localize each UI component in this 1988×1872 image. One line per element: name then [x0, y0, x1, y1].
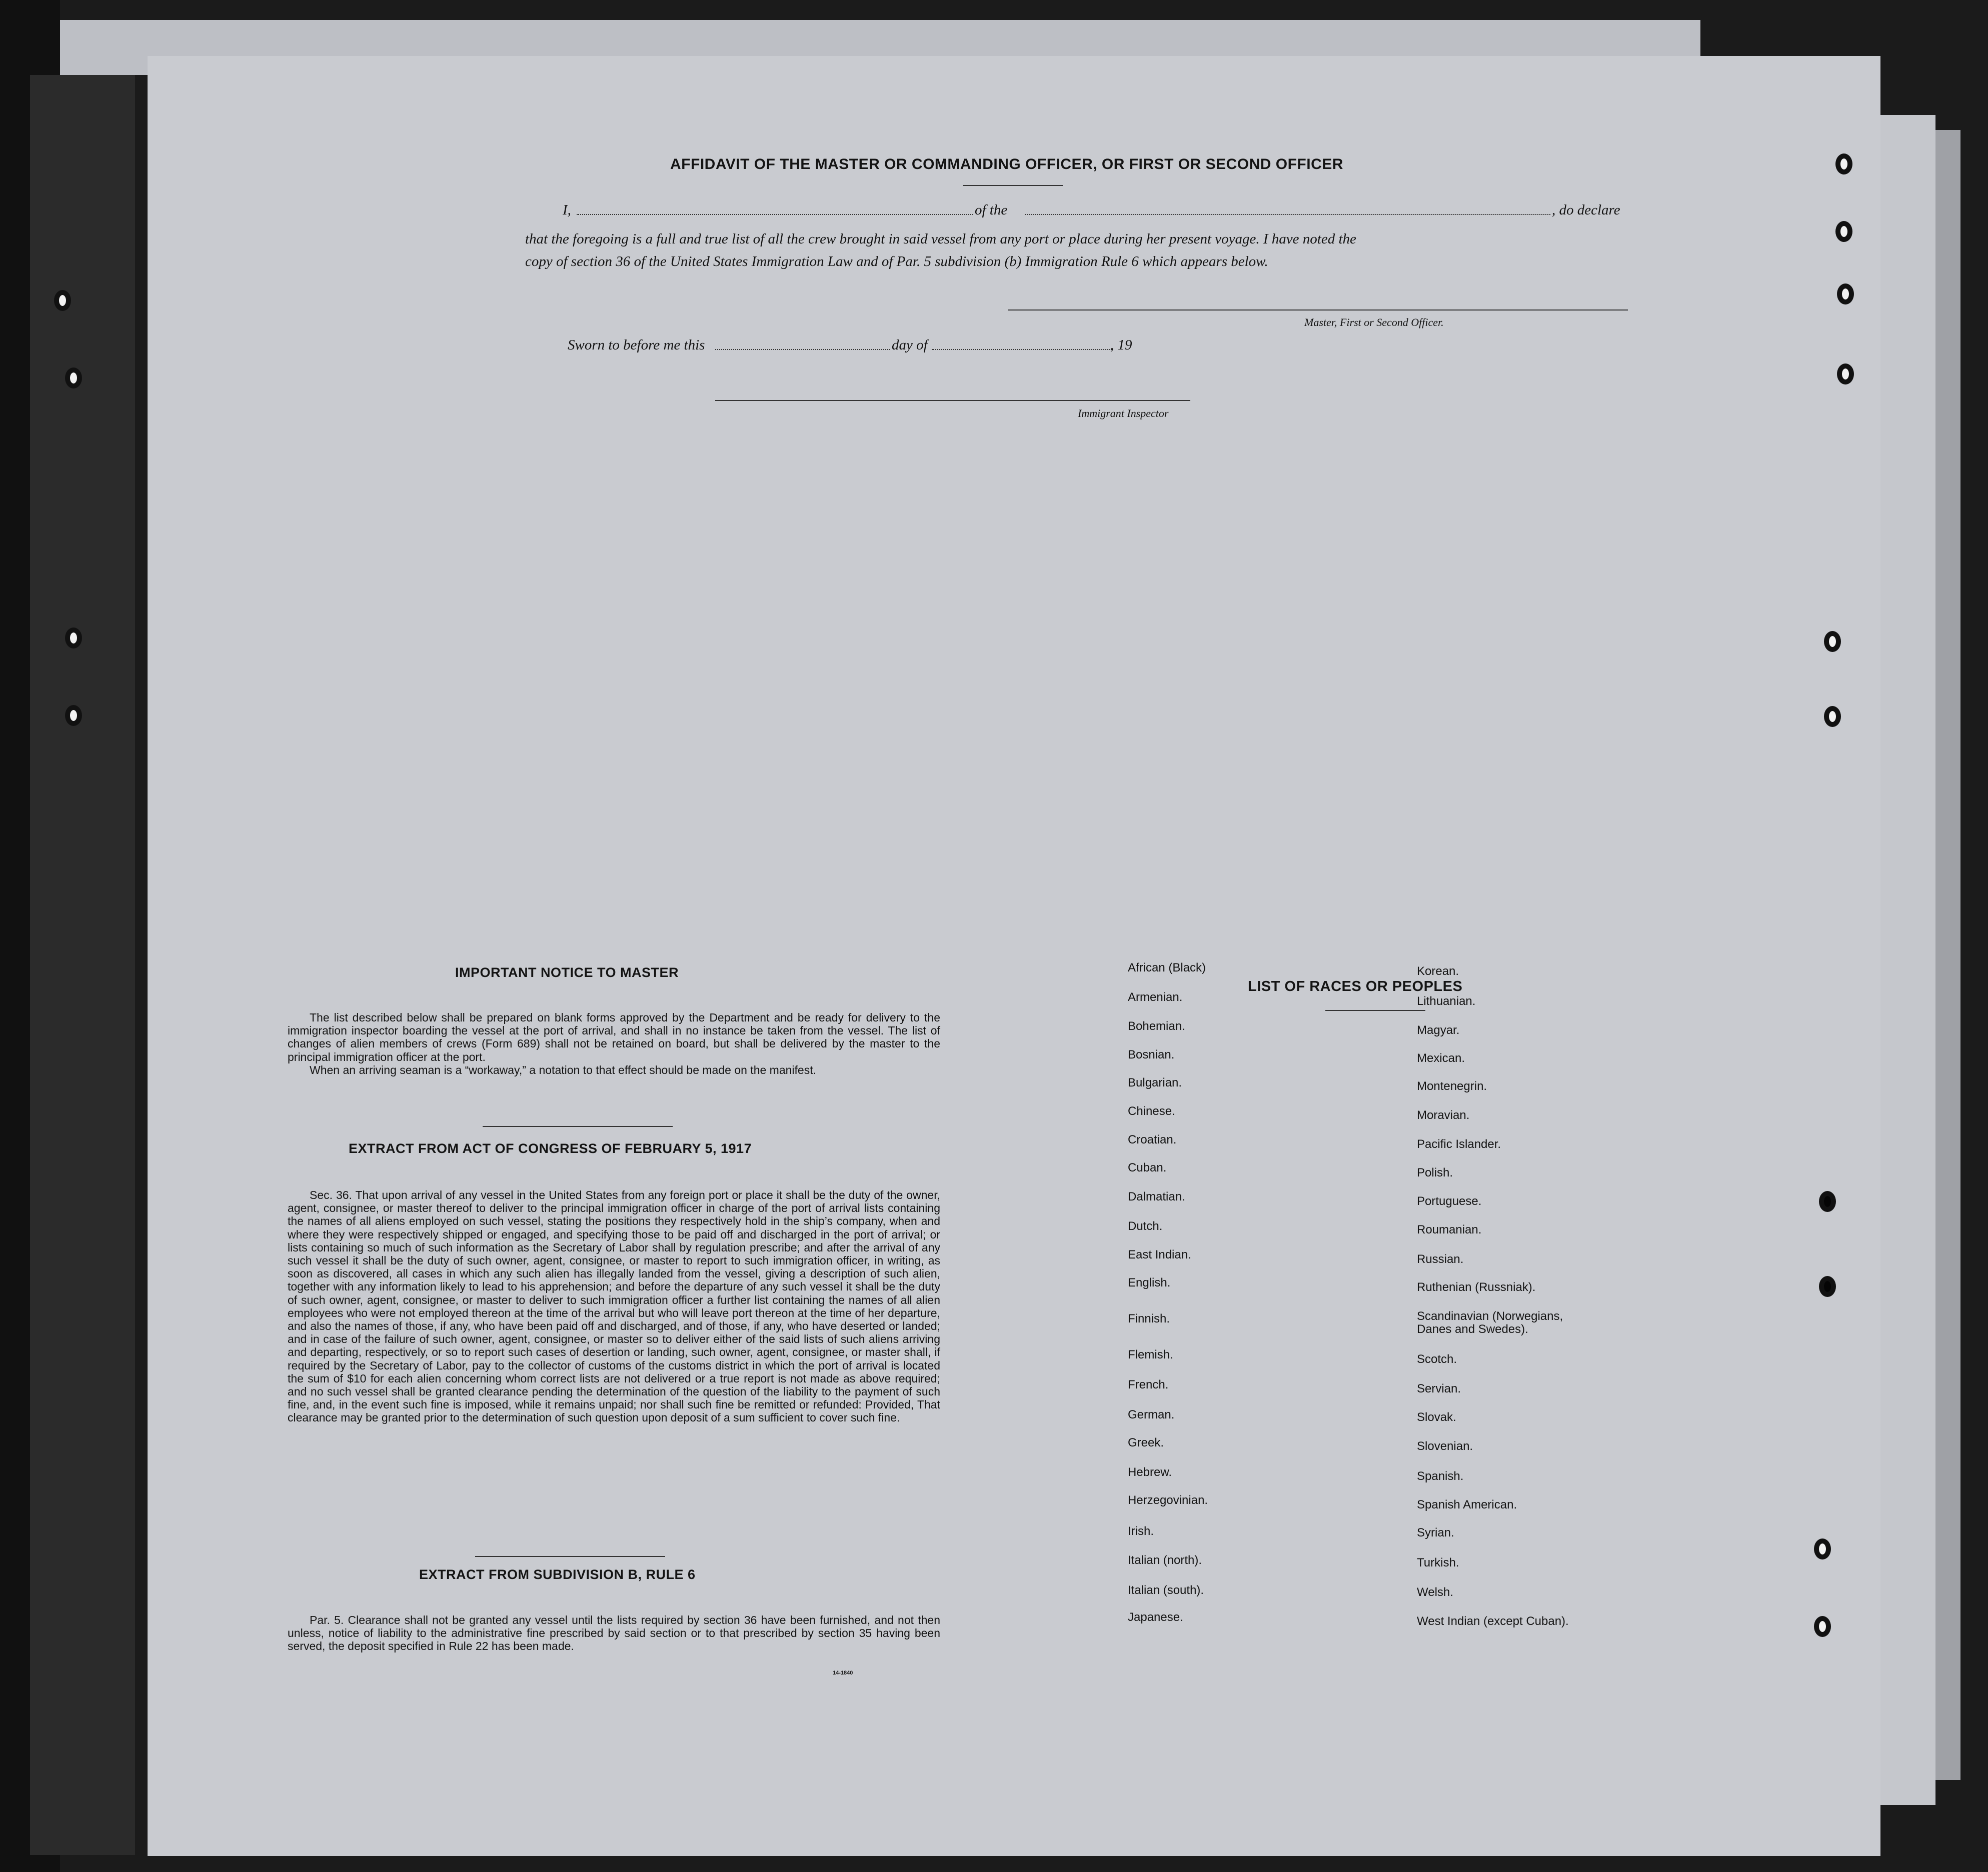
- race-item-right: Turkish.: [1417, 1556, 1459, 1570]
- race-item-left: Bosnian.: [1128, 1048, 1175, 1062]
- race-item-left: Italian (south).: [1128, 1584, 1204, 1597]
- punch-hole-icon: [1819, 1191, 1836, 1212]
- races-title: LIST OF RACES OR PEOPLES: [1248, 978, 1463, 994]
- vessel-name-field[interactable]: [1025, 214, 1550, 215]
- race-item-left: Japanese.: [1128, 1610, 1183, 1624]
- race-item-right: Slovenian.: [1417, 1440, 1473, 1453]
- binding-hole-icon: [65, 628, 82, 648]
- punch-hole-icon: [1837, 284, 1854, 304]
- punch-hole-icon: [1814, 1616, 1831, 1637]
- inspector-signature-line[interactable]: [715, 400, 1190, 401]
- race-item-right: Portuguese.: [1417, 1194, 1482, 1208]
- manifest-page: [148, 56, 1880, 1856]
- punch-hole-icon: [1837, 364, 1854, 384]
- affidavit-line-2: that the foregoing is a full and true list of all the crew brought in said vessel from any port or place during her present voyage. I have noted the: [525, 231, 1356, 247]
- race-item-left: Italian (north).: [1128, 1554, 1202, 1567]
- race-item-right: Magyar.: [1417, 1024, 1460, 1037]
- race-item-right: Scandinavian (Norwegians, Danes and Swedes).: [1417, 1310, 1563, 1336]
- master-name-field[interactable]: [577, 214, 973, 215]
- notice-body: [288, 1011, 940, 1076]
- race-item-right: Scotch.: [1417, 1352, 1457, 1366]
- notice-paragraph-2: When an arriving seaman is a “workaway,” a notation to that effect should be made on the manifest.: [310, 1063, 816, 1076]
- race-item-right: Spanish.: [1417, 1470, 1464, 1483]
- race-item-left: Croatian.: [1128, 1133, 1177, 1146]
- par-5-text: Par. 5. Clearance shall not be granted any vessel until the lists required by section 36 have been furnished, and not then unless, notice of liability to the administrative fine prescribed by said section or to that prescribed by section 35 having been served, the deposit specified in Rule 22 has been made.: [288, 1614, 940, 1653]
- affidavit-of-the-label: of the: [975, 202, 1008, 218]
- race-item-right: Syrian.: [1417, 1526, 1454, 1540]
- race-item-right: Slovak.: [1417, 1410, 1456, 1424]
- race-item-left: Hebrew.: [1128, 1466, 1172, 1479]
- form-number: 14-1840: [833, 1670, 853, 1676]
- race-item-left: Flemish.: [1128, 1348, 1173, 1362]
- race-item-left: Finnish.: [1128, 1312, 1170, 1326]
- punch-hole-icon: [1835, 221, 1852, 242]
- sworn-month-field[interactable]: [932, 349, 1112, 350]
- scan-binding-strip: [30, 75, 135, 1855]
- punch-hole-icon: [1835, 154, 1852, 174]
- master-signature-label: Master, First or Second Officer.: [1304, 316, 1444, 328]
- race-item-left: African (Black): [1128, 961, 1206, 974]
- inspector-label: Immigrant Inspector: [1078, 407, 1169, 420]
- race-item-right: Moravian.: [1417, 1108, 1470, 1122]
- notice-paragraph-1: The list described below shall be prepared on blank forms approved by the Department and be ready for delivery to the immigration inspector boarding the vessel at the port of arrival, and shall in no instance be taken from the vessel. The list of changes of alien members of crews (Form 689) shall not be retained on board, but shall be delivered by the master to the principal immigration officer at the port.: [288, 1011, 940, 1064]
- notice-title: IMPORTANT NOTICE TO MASTER: [455, 965, 679, 980]
- affidavit-i-label: I,: [563, 202, 571, 218]
- race-item-right: West Indian (except Cuban).: [1417, 1614, 1569, 1628]
- divider: [1325, 1010, 1425, 1011]
- race-item-left: Herzegovinian.: [1128, 1494, 1208, 1507]
- race-item-left: Cuban.: [1128, 1161, 1167, 1174]
- race-item-right: Roumanian.: [1417, 1223, 1482, 1236]
- race-item-right: Lithuanian.: [1417, 994, 1476, 1008]
- sworn-label: Sworn to before me this: [568, 337, 705, 353]
- divider: [483, 1126, 673, 1127]
- punch-hole-icon: [1824, 706, 1841, 727]
- sworn-year-label: , 19: [1110, 337, 1132, 353]
- race-item-right: Polish.: [1417, 1166, 1453, 1180]
- section-36-text: Sec. 36. That upon arrival of any vessel in the United States from any foreign port or place it shall be the duty of the owner, agent, consignee, or master thereof to deliver to the principal immigration officer in charge of the port of arrival lists containing the names of all aliens employed on such vessel, stating the positions they respectively hold in the ship’s company, when and where they were respectively shipped or engaged, and specifying those to be paid off and discharged in the port of arrival; or lists containing so much of such information as the Secretary of Labor shall by regulation prescribe; and after the arrival of any such vessel it shall be the duty of such owner, agent, consignee, or master to report to such immigration officer, in writing, as soon as discovered, all cases in which any such alien has illegally landed from the vessel, giving a description of such alien, together with any information likely to lead to his apprehension; and before the departure of any such vessel it shall be the duty of such owner, agent, consignee, or master to deliver to such immigration officer a further list containing the names of all alien employees who were not employed thereon at the time of the arrival but who will leave port thereon at the time of her departure, and also the names of those, if any, who have been paid off and discharged, and of those, if any, who have deserted or landed; and in case of the failure of such owner, agent, consignee, or master so to deliver either of the said lists of such aliens arriving and departing, respectively, or so to report such cases of desertion or landing, such owner, agent, consignee, or master shall, if required by the Secretary of Labor, pay to the collector of customs of the customs district in which the port of arrival is located the sum of $10 for each alien concerning whom correct lists are not delivered or a true report is not made as above required; and no such vessel shall be granted clearance pending the determination of the question of the liability to the payment of such fine, and, in the event such fine is imposed, while it remains unpaid; nor shall such fine be remitted or refunded: Provided, That clearance may be granted prior to the determination of such question upon deposit of a sum sufficient to cover such fine.: [288, 1188, 940, 1424]
- punch-hole-icon: [1824, 631, 1841, 652]
- race-item-left: French.: [1128, 1378, 1169, 1392]
- race-item-left: Bulgarian.: [1128, 1076, 1182, 1090]
- race-item-left: Chinese.: [1128, 1104, 1175, 1118]
- affidavit-line-3: copy of section 36 of the United States Immigration Law and of Par. 5 subdivision (b) Immigration Rule 6 which appears below.: [525, 254, 1268, 270]
- affidavit-title: AFFIDAVIT OF THE MASTER OR COMMANDING OFFICER, OR FIRST OR SECOND OFFICER: [670, 156, 1343, 172]
- race-item-left: German.: [1128, 1408, 1175, 1422]
- race-item-right: Welsh.: [1417, 1586, 1453, 1599]
- race-item-left: East Indian.: [1128, 1248, 1191, 1262]
- day-of-label: day of: [892, 337, 928, 353]
- punch-hole-icon: [1814, 1538, 1831, 1560]
- divider: [475, 1556, 665, 1557]
- rule-extract-title: EXTRACT FROM SUBDIVISION B, RULE 6: [419, 1567, 696, 1582]
- race-item-left: Armenian.: [1128, 990, 1183, 1004]
- race-item-left: Bohemian.: [1128, 1020, 1185, 1033]
- race-item-right: Russian.: [1417, 1252, 1464, 1266]
- race-item-right: Montenegrin.: [1417, 1080, 1487, 1093]
- do-declare-label: , do declare: [1552, 202, 1620, 218]
- race-item-right: Pacific Islander.: [1417, 1138, 1501, 1151]
- race-item-left: Dalmatian.: [1128, 1190, 1185, 1204]
- punch-hole-icon: [1819, 1276, 1836, 1297]
- binding-hole-icon: [65, 705, 82, 726]
- act-extract-body: [288, 1188, 940, 1424]
- binding-hole-icon: [65, 368, 82, 388]
- binding-hole-icon: [54, 290, 71, 311]
- race-item-right: Spanish American.: [1417, 1498, 1517, 1512]
- race-item-left: Greek.: [1128, 1436, 1164, 1450]
- race-item-right: Mexican.: [1417, 1052, 1465, 1065]
- act-extract-title: EXTRACT FROM ACT OF CONGRESS OF FEBRUARY 5, 1917: [349, 1141, 752, 1156]
- race-item-left: Dutch.: [1128, 1220, 1163, 1233]
- rule-extract-body: [288, 1614, 940, 1653]
- race-item-left: Irish.: [1128, 1524, 1154, 1538]
- race-item-right: Korean.: [1417, 964, 1459, 978]
- race-item-left: English.: [1128, 1276, 1171, 1290]
- sworn-day-field[interactable]: [715, 349, 890, 350]
- race-item-right: Ruthenian (Russniak).: [1417, 1280, 1536, 1294]
- divider: [963, 185, 1063, 186]
- race-item-right: Servian.: [1417, 1382, 1461, 1396]
